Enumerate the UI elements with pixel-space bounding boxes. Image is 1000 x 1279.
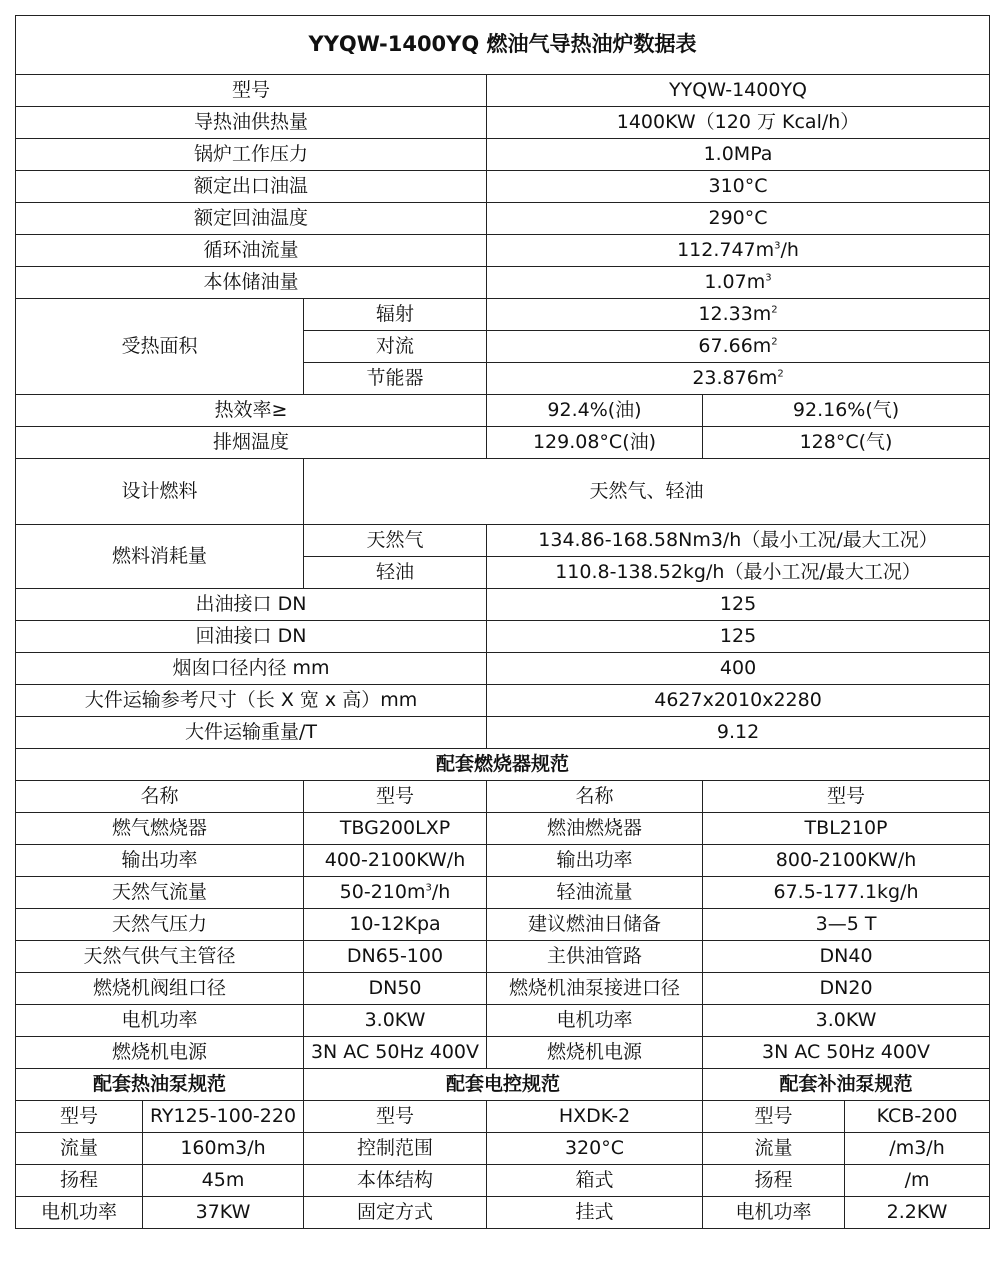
aux-label: 型号 xyxy=(703,1101,845,1133)
spec-value xyxy=(487,363,990,395)
spec-row-outlet-temp xyxy=(16,171,990,203)
aux-row xyxy=(16,1133,990,1165)
spec-row-transport-size xyxy=(16,685,990,717)
spec-label: 额定回油温度 xyxy=(16,203,487,235)
aux-label: 扬程 xyxy=(703,1165,845,1197)
burner-value: 400-2100KW/h xyxy=(304,845,487,877)
spec-sublabel: 节能器 xyxy=(304,363,487,395)
spec-label: 型号 xyxy=(16,75,487,107)
burner-name: 燃烧机电源 xyxy=(16,1037,304,1069)
spec-value: YYQW-1400YQ xyxy=(487,75,990,107)
superscript: 2 xyxy=(771,304,778,316)
spec-label: 本体储油量 xyxy=(16,267,487,299)
spec-sublabel: 天然气 xyxy=(304,525,487,557)
column-header: 名称 xyxy=(487,781,703,813)
aux-label: 固定方式 xyxy=(304,1197,487,1229)
column-header: 型号 xyxy=(304,781,487,813)
aux-value: 2.2KW xyxy=(845,1197,990,1229)
spec-value: 125 xyxy=(487,589,990,621)
spec-label: 额定出口油温 xyxy=(16,171,487,203)
spec-value-gas: 92.16%(气) xyxy=(703,395,990,427)
spec-label: 烟囱口径内径 mm xyxy=(16,653,487,685)
burner-section-heading xyxy=(16,749,990,781)
superscript: 2 xyxy=(771,336,778,348)
spec-row-design-fuel xyxy=(16,459,990,525)
spec-label: 大件运输重量/T xyxy=(16,717,487,749)
aux-label: 流量 xyxy=(16,1133,143,1165)
burner-name: 建议燃油日储备 xyxy=(487,909,703,941)
spec-label: 受热面积 xyxy=(16,299,304,395)
aux-value: HXDK-2 xyxy=(487,1101,703,1133)
aux-label: 型号 xyxy=(304,1101,487,1133)
burner-name: 天然气流量 xyxy=(16,877,304,909)
burner-value: 3N AC 50Hz 400V xyxy=(304,1037,487,1069)
spec-sublabel: 辐射 xyxy=(304,299,487,331)
burner-name: 输出功率 xyxy=(16,845,304,877)
spec-value: 9.12 xyxy=(487,717,990,749)
burner-name: 天然气供气主管径 xyxy=(16,941,304,973)
aux-label: 型号 xyxy=(16,1101,143,1133)
spec-label: 排烟温度 xyxy=(16,427,487,459)
value-text: /h xyxy=(431,881,451,904)
aux-label: 电机功率 xyxy=(16,1197,143,1229)
burner-name: 输出功率 xyxy=(487,845,703,877)
spec-row-storage xyxy=(16,267,990,299)
burner-name: 燃气燃烧器 xyxy=(16,813,304,845)
spec-label: 循环油流量 xyxy=(16,235,487,267)
burner-value: TBL210P xyxy=(703,813,990,845)
spec-value: 天然气、轻油 xyxy=(304,459,990,525)
burner-row xyxy=(16,877,990,909)
spec-value xyxy=(487,331,990,363)
spec-label: 设计燃料 xyxy=(16,459,304,525)
spec-value: 134.86-168.58Nm3/h（最小工况/最大工况） xyxy=(487,525,990,557)
burner-row xyxy=(16,813,990,845)
burner-value: DN40 xyxy=(703,941,990,973)
section-title: 配套热油泵规范 xyxy=(16,1069,304,1101)
aux-value: 320°C xyxy=(487,1133,703,1165)
burner-value: 800-2100KW/h xyxy=(703,845,990,877)
burner-name: 燃烧机阀组口径 xyxy=(16,973,304,1005)
spec-row-return-temp xyxy=(16,203,990,235)
spec-value: 1.0MPa xyxy=(487,139,990,171)
spec-value: 125 xyxy=(487,621,990,653)
spec-row-circulation xyxy=(16,235,990,267)
burner-name: 轻油流量 xyxy=(487,877,703,909)
spec-label: 燃料消耗量 xyxy=(16,525,304,589)
superscript: 3 xyxy=(425,882,432,894)
spec-row-exhaust-temp xyxy=(16,427,990,459)
spec-value: 4627x2010x2280 xyxy=(487,685,990,717)
spec-row-efficiency xyxy=(16,395,990,427)
spec-row-outlet-dn xyxy=(16,589,990,621)
burner-value: 67.5-177.1kg/h xyxy=(703,877,990,909)
aux-value: RY125-100-220 xyxy=(143,1101,304,1133)
spec-value xyxy=(487,267,990,299)
value-text: 50-210m xyxy=(339,881,426,904)
spec-value: 400 xyxy=(487,653,990,685)
burner-header-row xyxy=(16,781,990,813)
burner-row xyxy=(16,1037,990,1069)
superscript: 2 xyxy=(777,368,784,380)
aux-value: 箱式 xyxy=(487,1165,703,1197)
aux-label: 本体结构 xyxy=(304,1165,487,1197)
spec-value: 110.8-138.52kg/h（最小工况/最大工况） xyxy=(487,557,990,589)
spec-table xyxy=(15,15,990,1229)
aux-value: KCB-200 xyxy=(845,1101,990,1133)
aux-section-headings xyxy=(16,1069,990,1101)
aux-value: 37KW xyxy=(143,1197,304,1229)
burner-value: 3N AC 50Hz 400V xyxy=(703,1037,990,1069)
burner-value: TBG200LXP xyxy=(304,813,487,845)
aux-value: /m3/h xyxy=(845,1133,990,1165)
spec-value: 1400KW（120 万 Kcal/h） xyxy=(487,107,990,139)
column-header: 名称 xyxy=(16,781,304,813)
section-title: 配套补油泵规范 xyxy=(703,1069,990,1101)
burner-name: 天然气压力 xyxy=(16,909,304,941)
spec-row-heating-area xyxy=(16,299,990,331)
burner-row xyxy=(16,973,990,1005)
burner-value: 3.0KW xyxy=(304,1005,487,1037)
aux-value: 45m xyxy=(143,1165,304,1197)
spec-value xyxy=(487,299,990,331)
aux-label: 电机功率 xyxy=(703,1197,845,1229)
spec-row-transport-weight xyxy=(16,717,990,749)
burner-name: 电机功率 xyxy=(16,1005,304,1037)
page-title: YYQW-1400YQ 燃油气导热油炉数据表 xyxy=(16,16,990,75)
spec-row-chimney xyxy=(16,653,990,685)
superscript: 3 xyxy=(765,272,772,284)
burner-row xyxy=(16,845,990,877)
spec-row-return-dn xyxy=(16,621,990,653)
aux-value: 挂式 xyxy=(487,1197,703,1229)
burner-name: 燃油燃烧器 xyxy=(487,813,703,845)
burner-value: DN65-100 xyxy=(304,941,487,973)
spec-sublabel: 轻油 xyxy=(304,557,487,589)
spec-value-oil: 129.08°C(油) xyxy=(487,427,703,459)
column-header: 型号 xyxy=(703,781,990,813)
burner-row xyxy=(16,941,990,973)
aux-value: /m xyxy=(845,1165,990,1197)
spec-value-oil: 92.4%(油) xyxy=(487,395,703,427)
aux-row xyxy=(16,1165,990,1197)
aux-label: 流量 xyxy=(703,1133,845,1165)
burner-name: 主供油管路 xyxy=(487,941,703,973)
spec-value: 310°C xyxy=(487,171,990,203)
value-text: /h xyxy=(780,239,799,262)
burner-name: 燃烧机电源 xyxy=(487,1037,703,1069)
aux-value: 160m3/h xyxy=(143,1133,304,1165)
burner-name: 电机功率 xyxy=(487,1005,703,1037)
burner-value: DN20 xyxy=(703,973,990,1005)
spec-row-model xyxy=(16,75,990,107)
value-text: 1.07m xyxy=(704,271,766,294)
burner-value: DN50 xyxy=(304,973,487,1005)
section-title: 配套电控规范 xyxy=(304,1069,703,1101)
spec-label: 出油接口 DN xyxy=(16,589,487,621)
burner-value: 3.0KW xyxy=(703,1005,990,1037)
aux-label: 控制范围 xyxy=(304,1133,487,1165)
spec-label: 回油接口 DN xyxy=(16,621,487,653)
burner-row xyxy=(16,1005,990,1037)
spec-value xyxy=(487,235,990,267)
aux-label: 扬程 xyxy=(16,1165,143,1197)
value-text: 23.876m xyxy=(692,367,778,390)
burner-value: 10-12Kpa xyxy=(304,909,487,941)
burner-row xyxy=(16,909,990,941)
burner-value: 3—5 T xyxy=(703,909,990,941)
aux-row xyxy=(16,1101,990,1133)
value-text: 112.747m xyxy=(677,239,775,262)
spec-label: 大件运输参考尺寸（长 X 宽 x 高）mm xyxy=(16,685,487,717)
superscript: 3 xyxy=(774,240,781,252)
spec-row-consumption xyxy=(16,525,990,557)
spec-value: 290°C xyxy=(487,203,990,235)
spec-value-gas: 128°C(气) xyxy=(703,427,990,459)
spec-sublabel: 对流 xyxy=(304,331,487,363)
spec-label: 热效率≥ xyxy=(16,395,487,427)
value-text: 67.66m xyxy=(698,335,772,358)
spec-label: 导热油供热量 xyxy=(16,107,487,139)
spec-row-pressure xyxy=(16,139,990,171)
burner-value xyxy=(304,877,487,909)
value-text: 12.33m xyxy=(698,303,772,326)
spec-row-heat-supply xyxy=(16,107,990,139)
aux-row xyxy=(16,1197,990,1229)
burner-name: 燃烧机油泵接进口径 xyxy=(487,973,703,1005)
section-title: 配套燃烧器规范 xyxy=(16,749,990,781)
spec-label: 锅炉工作压力 xyxy=(16,139,487,171)
